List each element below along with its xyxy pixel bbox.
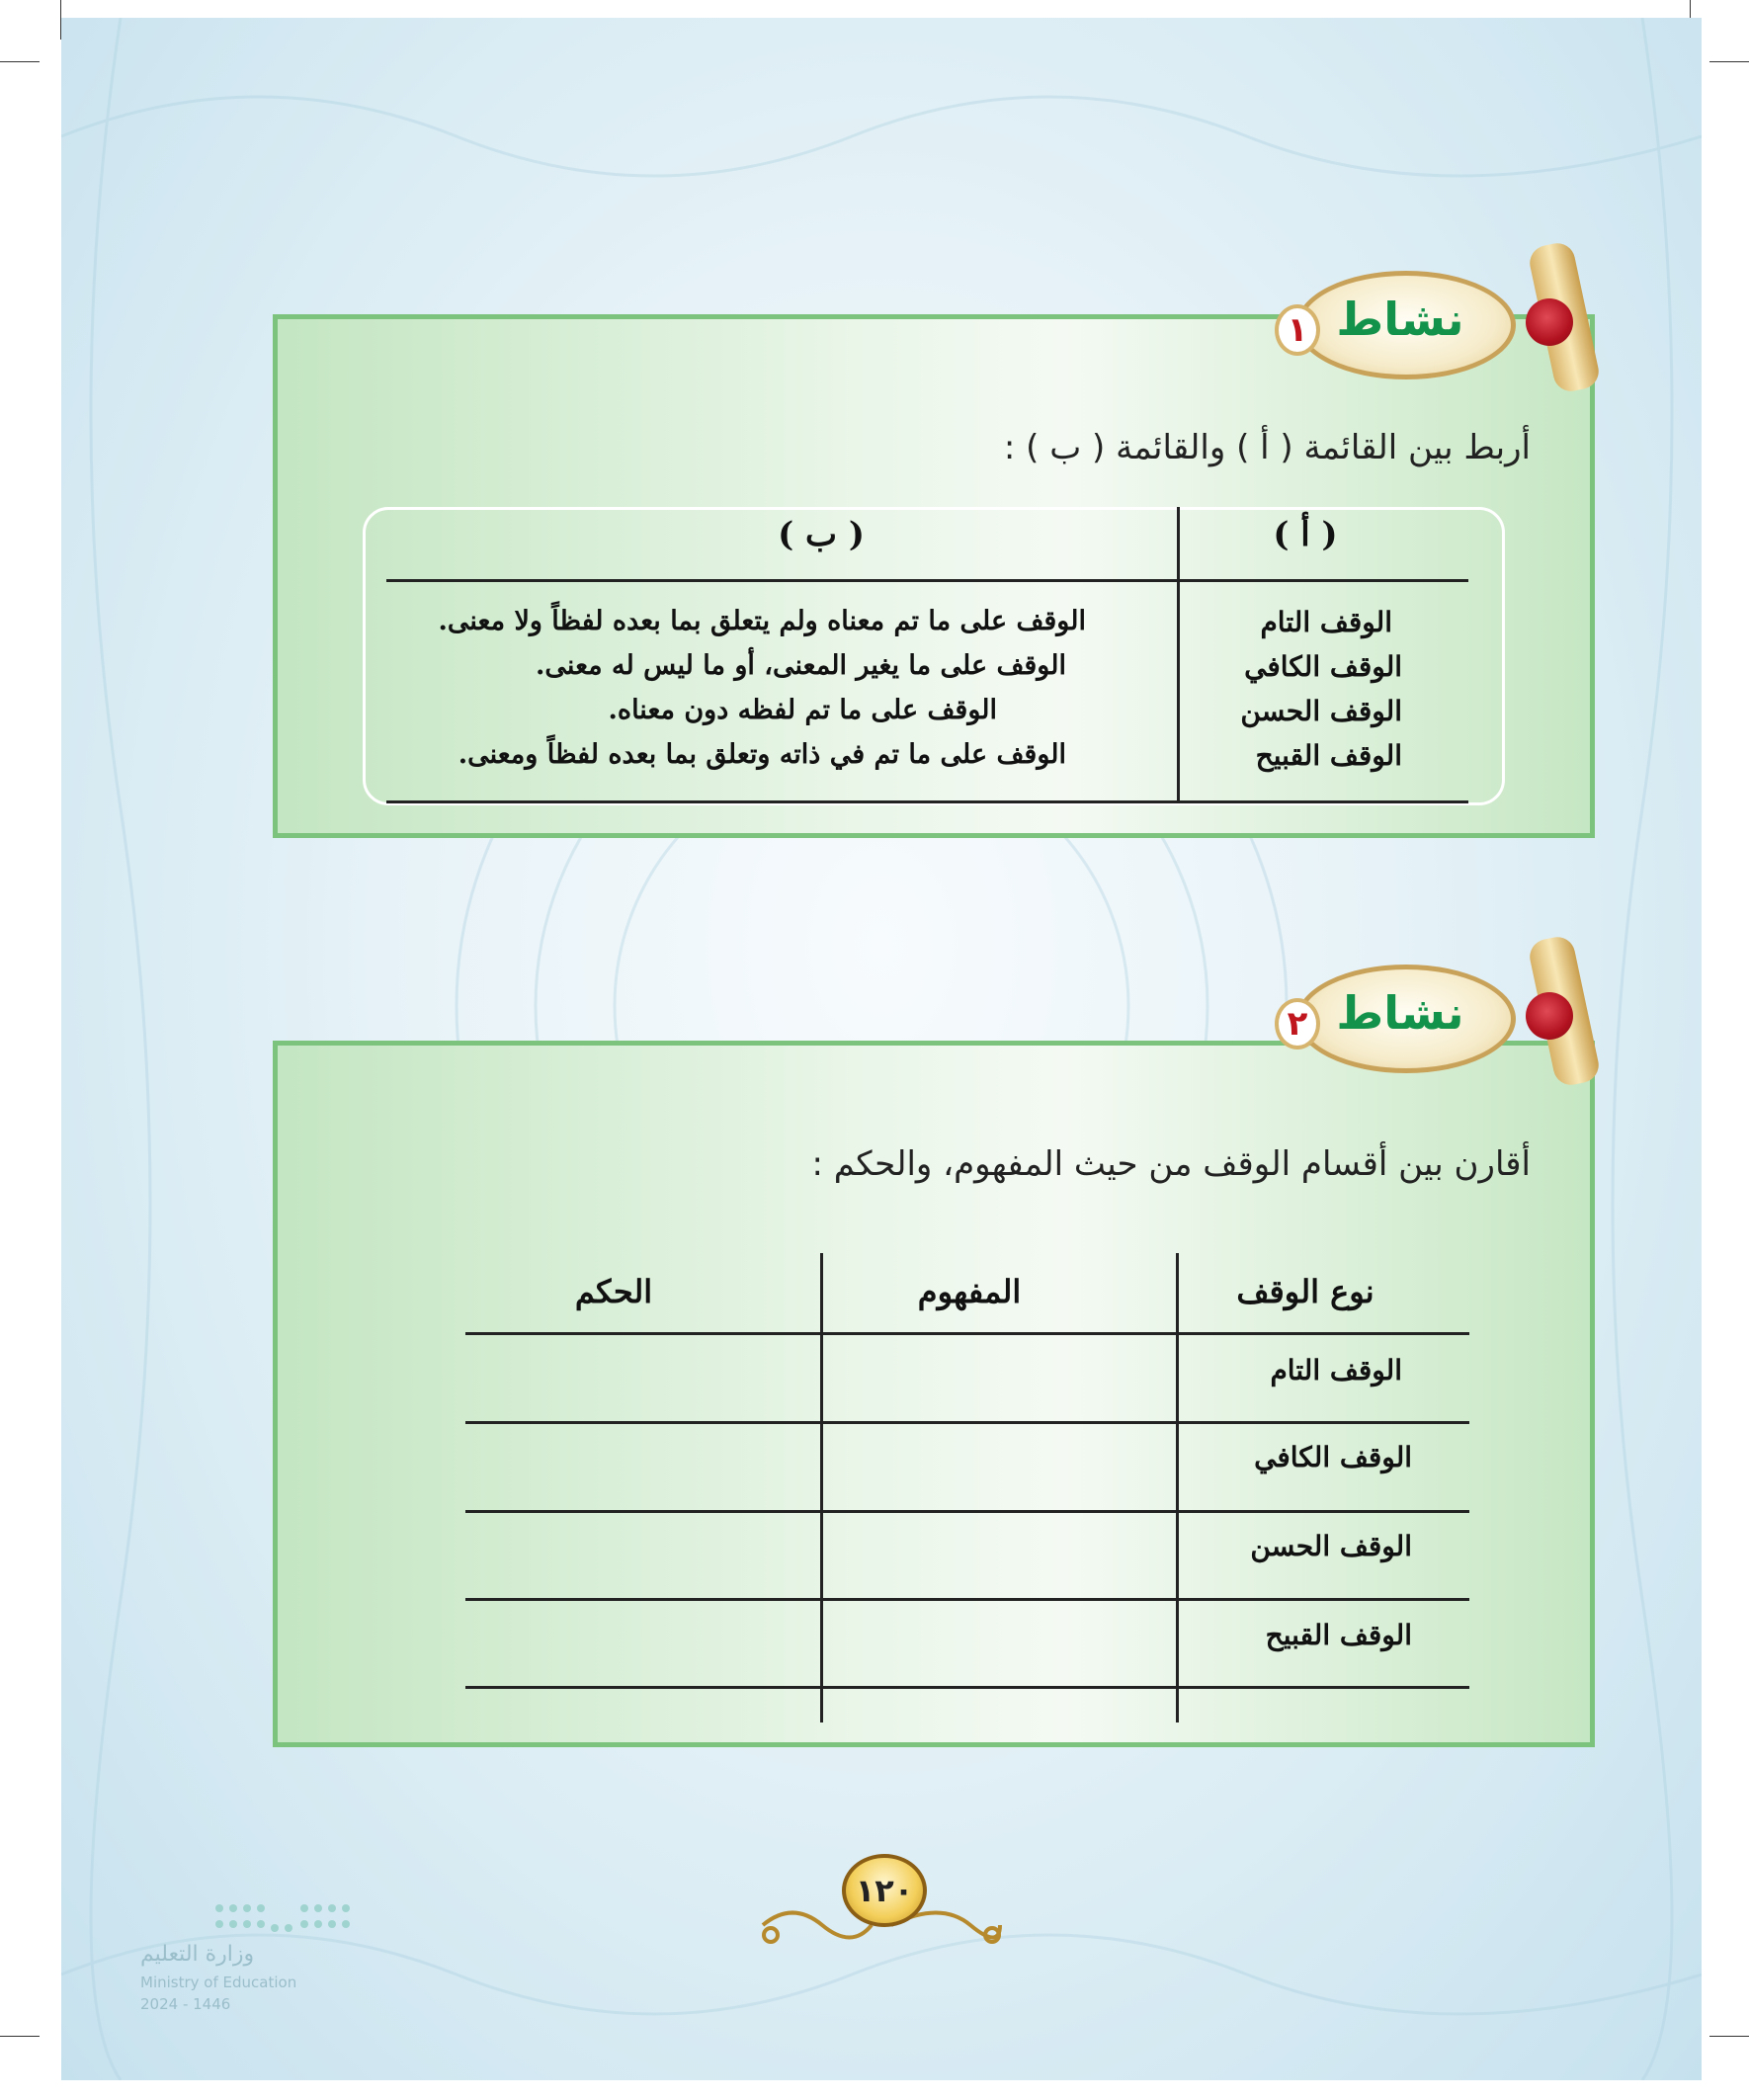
activity-1-instruction: أربط بين القائمة ( أ ) والقائمة ( ب ) : (1003, 428, 1531, 467)
crop-mark (1709, 2036, 1749, 2037)
activity-2-panel (273, 1041, 1595, 1747)
table-row-line (465, 1421, 1469, 1424)
activity-2-badge (1287, 937, 1593, 1085)
table-row-line (465, 1686, 1469, 1689)
ministry-name-arabic: وزارة التعليم (140, 1942, 255, 1967)
table-row: الوقف التام (1270, 1354, 1402, 1386)
table-row-line (465, 1510, 1469, 1513)
badge-title: نشاط (1336, 293, 1464, 346)
table-column-divider (1176, 1253, 1179, 1722)
badge-title: نشاط (1336, 986, 1464, 1040)
wax-seal-icon (1526, 298, 1573, 346)
wax-seal-icon (1526, 992, 1573, 1040)
list-a-item: الوقف القبيح (1255, 739, 1402, 772)
crop-mark (0, 2036, 40, 2037)
table-row-line (465, 1332, 1469, 1335)
table-row: الوقف القبيح (1265, 1619, 1412, 1651)
column-a-header: ( أ ) (1273, 515, 1338, 554)
badge-number: ٢ (1275, 998, 1320, 1050)
page-number: ١٢٠ (842, 1854, 927, 1927)
table-header-line (386, 579, 1468, 582)
list-b-item: الوقف على ما يغير المعنى، أو ما ليس له معنى. (536, 650, 1066, 681)
badge-number: ١ (1275, 304, 1320, 356)
crop-mark (0, 61, 40, 62)
list-b-item: الوقف على ما تم لفظه دون معناه. (608, 695, 997, 725)
table-row: الوقف الحسن (1250, 1530, 1412, 1562)
column-b-header: ( ب ) (778, 515, 865, 554)
list-a-item: الوقف التام (1260, 606, 1392, 638)
list-b-item: الوقف على ما تم معناه ولم يتعلق بما بعده لفظاً ولا معنى. (438, 606, 1086, 636)
list-a-item: الوقف الكافي (1244, 650, 1402, 683)
header-concept: المفهوم (917, 1273, 1022, 1310)
list-a-item: الوقف الحسن (1240, 695, 1402, 727)
ministry-name-english: Ministry of Education (140, 1974, 297, 1991)
crop-mark (1709, 61, 1749, 62)
header-stop-type: نوع الوقف (1236, 1273, 1374, 1310)
activity-1-badge (1287, 243, 1593, 391)
ministry-year: 2024 - 1446 (140, 1995, 231, 2013)
table-row: الوقف الكافي (1254, 1441, 1412, 1473)
table-row-line (465, 1598, 1469, 1601)
list-b-item: الوقف على ما تم في ذاته وتعلق بما بعده لفظاً ومعنى. (458, 739, 1066, 770)
activity-1-panel (273, 314, 1595, 838)
header-ruling: الحكم (574, 1273, 653, 1310)
table-column-divider (820, 1253, 823, 1722)
page (61, 18, 1702, 2080)
activity-2-instruction: أقارن بين أقسام الوقف من حيث المفهوم، والحكم : (811, 1144, 1531, 1184)
ministry-logo-dots (209, 1898, 358, 1938)
table-bottom-line (386, 800, 1468, 803)
